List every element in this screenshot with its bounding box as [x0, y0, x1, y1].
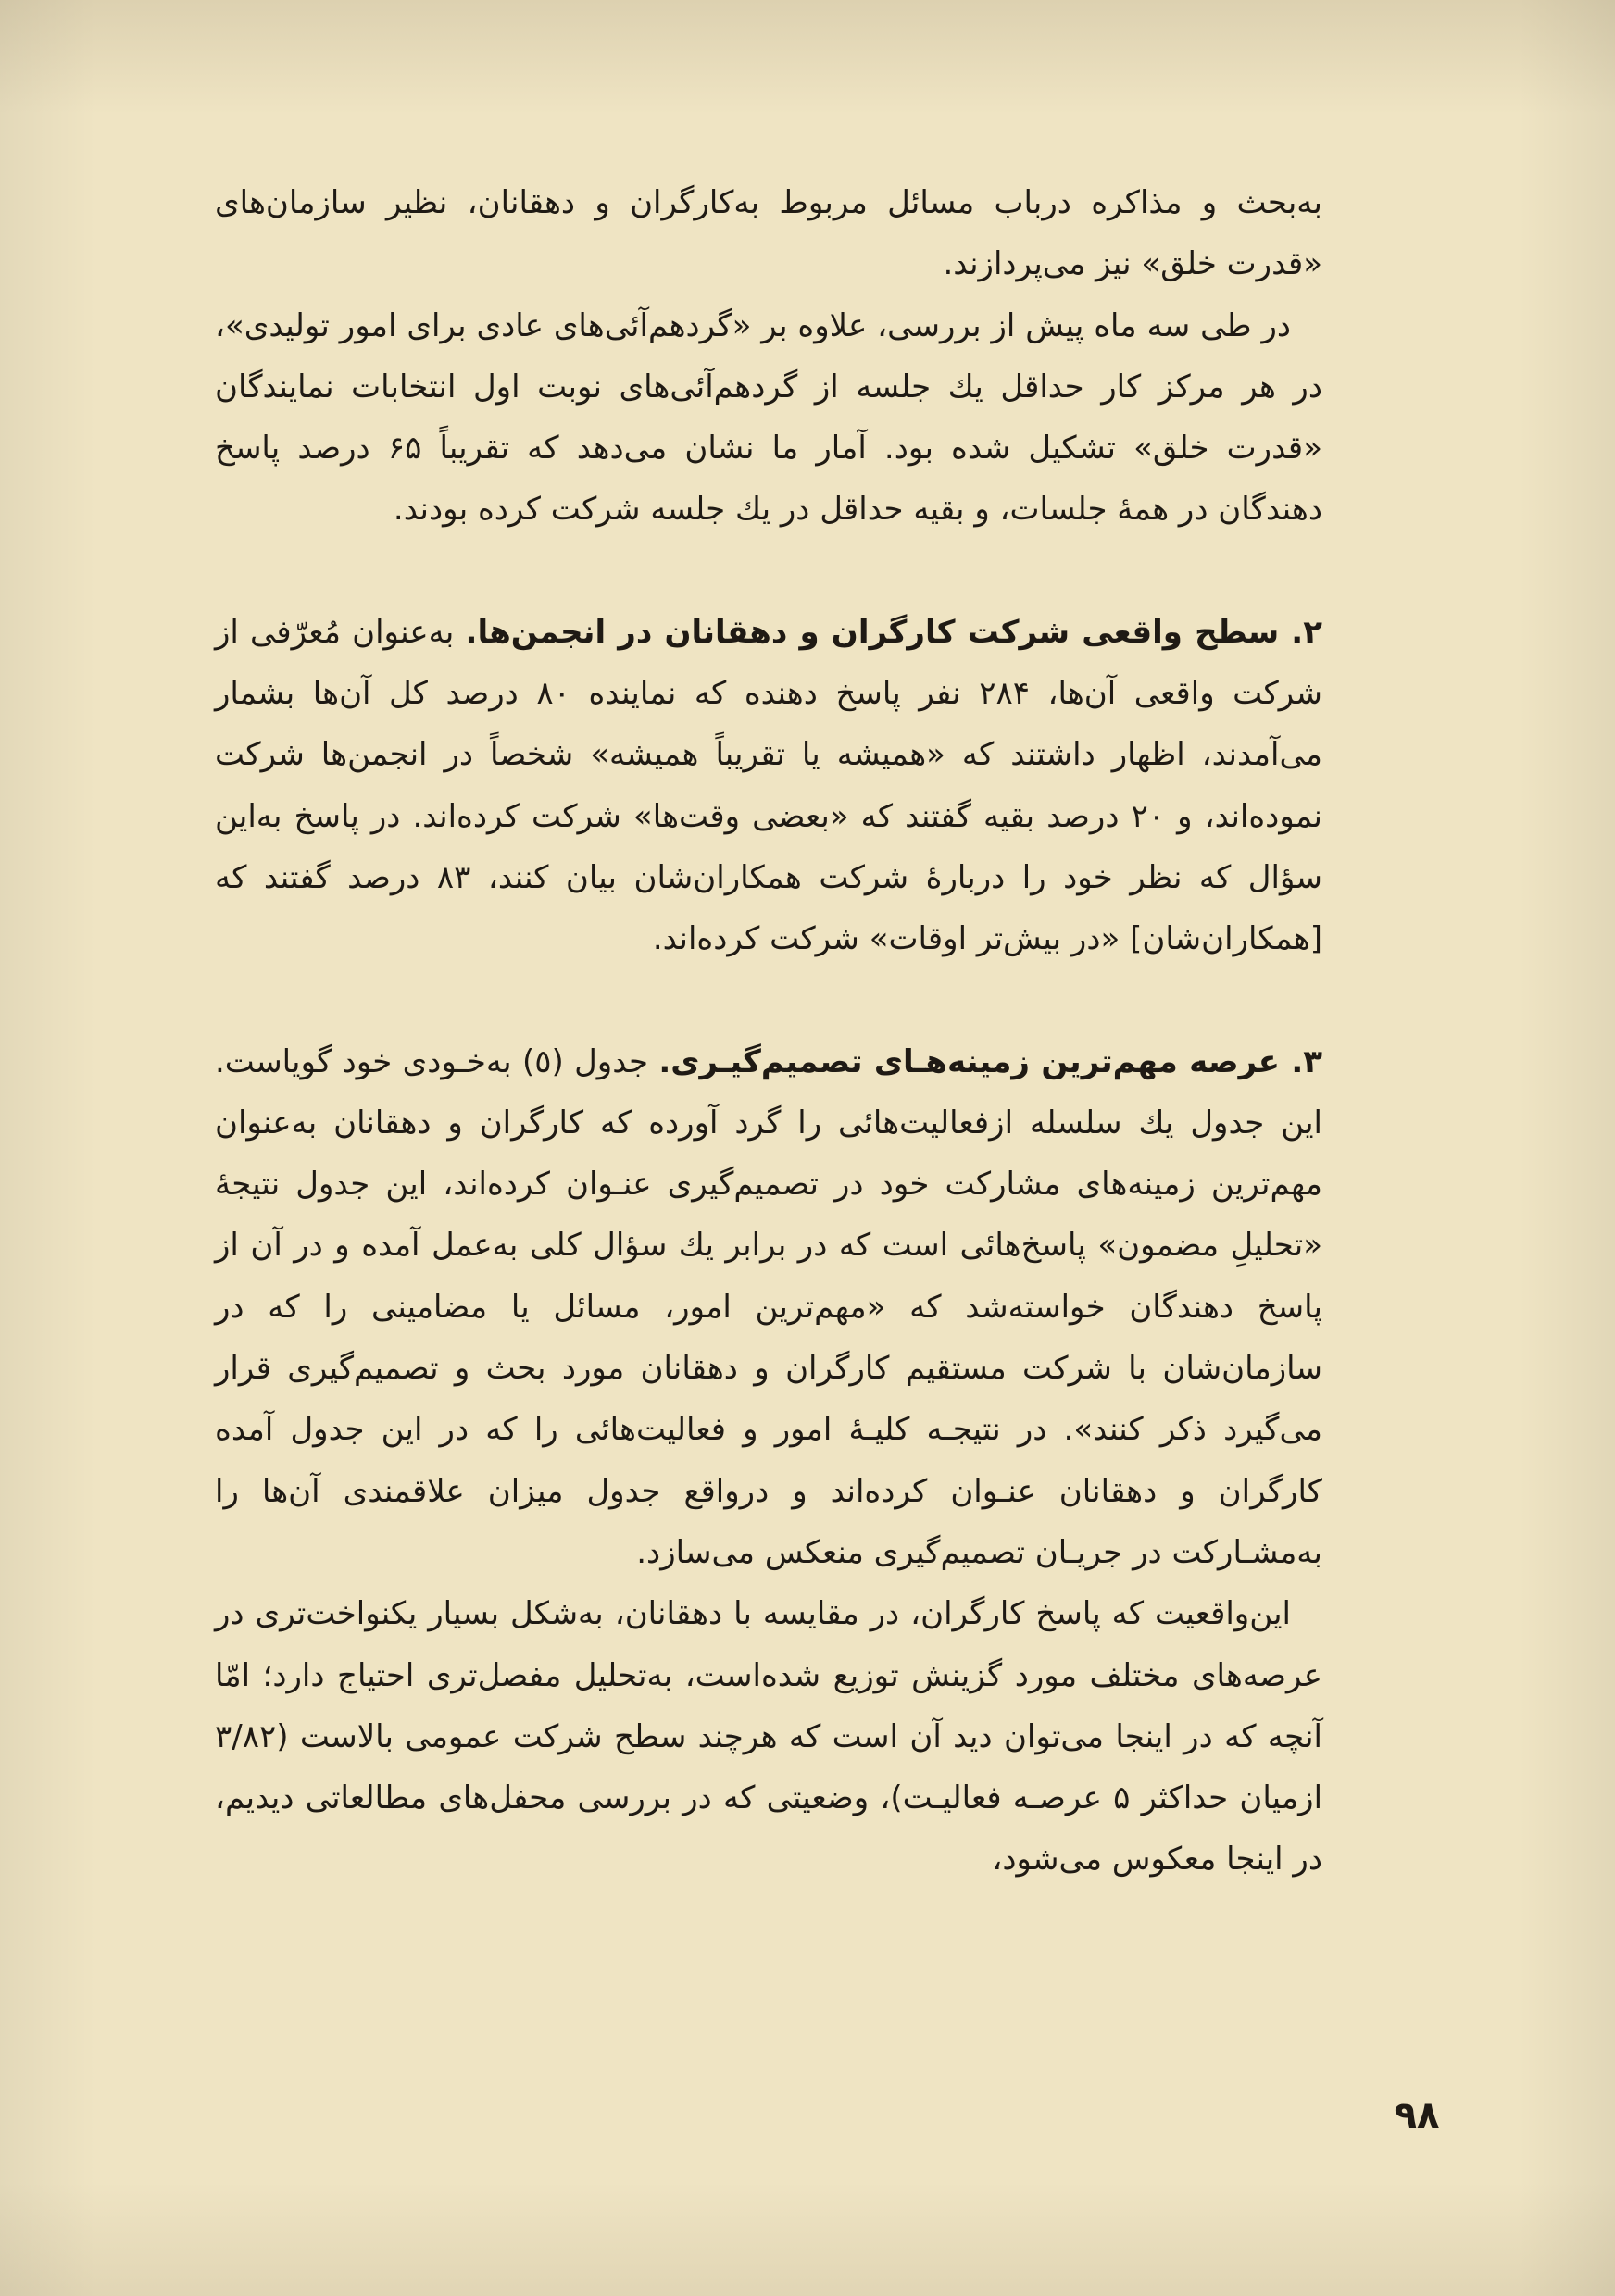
paragraph-4-text: جدول (٥) به‌خـودی خود گویاست. این جدول یك سلسله ازفعالیت‌هائی را گرد آورده که کارگران و دهقانان به‌عنوان مهم‌ترین زمینه‌های مشارکت خود در تصمیم‌گیری عنـوان کرده‌اند، این جدول نتیجهٔ «تحلیلِ مضمون» پاسخ‌هائی است که در برابر یك سؤال کلی به‌عمل آمده و در آن از پاسخ دهندگان خواسته‌شد که «مهم‌ترین امور، مسائل یا مضامینی را که در سازمان‌شان با شرکت مستقیم کارگران و دهقانان مورد بحث و تصمیم‌گیری قرار می‌گیرد ذکر کنند». در نتیجـه کلیـهٔ امور و فعالیت‌هائی را که در این جدول آمده کارگران و دهقانان عنـوان کرده‌اند و درواقع جدول میزان علاقمندی آن‌ها را به‌مشـارکت در جریـان تصمیم‌گیری منعکس می‌سازد.: [215, 1042, 1322, 1571]
paragraph-2-text: در طی سه ماه پیش از بررسی، علاوه بر «گردهم‌آئی‌های عادی برای امور تولیدی»، در هر مرکز کار حداقل یك جلسه از گردهم‌آئی‌های نوبت اول انتخابات نمایندگان «قدرت خلق» تشکیل شده بود. آمار ما نشان می‌دهد که تقریباً ۶۵ درصد پاسخ دهندگان در همهٔ جلسات، و بقیه حداقل در یك جلسه شرکت کرده بودند.: [215, 306, 1322, 529]
paragraph-1-text: به‌بحث و مذاکره درباب مسائل مربوط به‌کارگران و دهقانان، نظیر سازمان‌های «قدرت خلق» نیز می‌پردازند.: [215, 184, 1322, 283]
paragraph-3-text: به‌عنوان مُعرّفی از شرکت واقعی آن‌ها، ۲۸۴ نفر پاسخ دهنده که نماینده ۸۰ درصد کل آن‌ها بشمار می‌آمدند، اظهار داشتند که «همیشه یا تقریباً همیشه» شخصاً در انجمن‌ها شرکت نموده‌اند، و ۲۰ درصد بقیه گفتند که «بعضی وقت‌ها» شرکت کرده‌اند. در پاسخ به‌این سؤال که نظر خود را دربارهٔ شرکت همکاران‌شان بیان کنند، ۸۳ درصد گفتند که [همکاران‌شان] «در بیش‌تر اوقات» شرکت کرده‌اند.: [215, 613, 1323, 958]
paragraph-5-text: این‌واقعیت که پاسخ کارگران، در مقایسه با دهقانان، به‌شکل بسیار یکنواخت‌تری در عرصه‌های مختلف مورد گزینش توزیع شده‌است، به‌تحلیل مفصل‌تری احتیاج دارد؛ امّا آنچه که در اینجا می‌توان دید آن است که هرچند سطح شرکت عمومی بالاست (۳/۸۲ ازمیان حداکثر ۵ عرصـه فعالیـت)، وضعیتی که در بررسی محفل‌های مطالعاتی دیدیم، در اینجا معکوس می‌شود،: [215, 1595, 1323, 1878]
paragraph-1: [215, 172, 1322, 295]
section-heading-2: ۲. سطح واقعی شرکت کارگران و دهقانان در انجمن‌ها.: [465, 613, 1322, 651]
paragraph-5: [215, 1583, 1322, 1890]
paragraph-3: [215, 602, 1322, 970]
body-text: [215, 172, 1322, 1890]
paragraph-2: [215, 295, 1322, 541]
section-heading-3: ۳. عرصه مهم‌ترین زمینه‌هـای تصمیم‌گیـری.: [658, 1042, 1323, 1080]
paragraph-4: [215, 1031, 1322, 1584]
page-number: ۹۸: [1394, 2094, 1440, 2137]
